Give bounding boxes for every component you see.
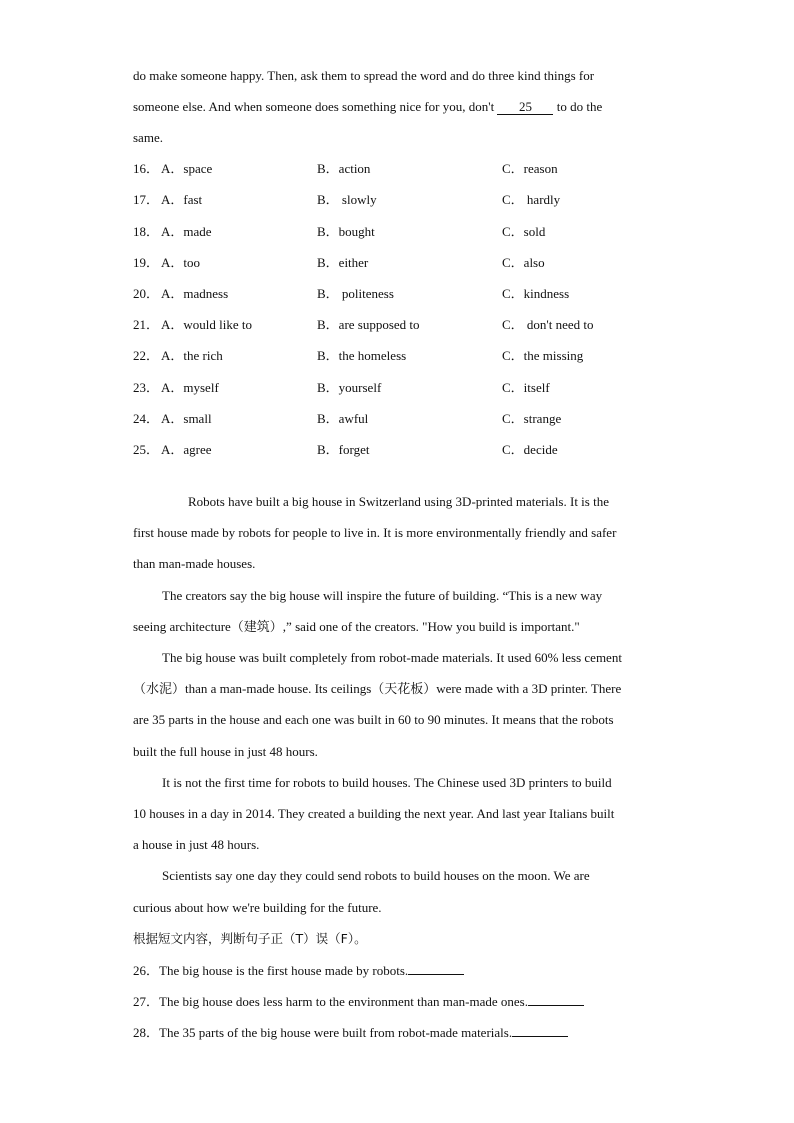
passage-line: first house made by robots for people to live in. It is more environmentally friendly and safer [133, 525, 617, 540]
passage-line-with-blank [133, 99, 602, 115]
option-c: C． hardly [502, 192, 561, 207]
question-number: 28． [133, 1025, 160, 1040]
option-a: A．would like to [161, 317, 252, 332]
option-row [133, 255, 733, 271]
option-row [133, 224, 733, 240]
question-number: 22． [133, 348, 160, 363]
question-number: 25． [133, 442, 160, 457]
option-row [133, 348, 733, 364]
passage-line: same. [133, 130, 163, 145]
passage-line: seeing architecture（建筑）,” said one of the creators. "How you build is important." [133, 619, 580, 634]
option-a: A．fast [161, 192, 203, 207]
passage-line: It is not the first time for robots to build houses. The Chinese used 3D printers to build [162, 775, 612, 790]
tf-question [133, 1024, 568, 1040]
passage-line: are 35 parts in the house and each one was built in 60 to 90 minutes. It means that the robots [133, 712, 614, 727]
option-c: C．sold [502, 224, 546, 239]
passage-line: a house in just 48 hours. [133, 837, 260, 852]
option-c: C．reason [502, 161, 558, 176]
option-row [133, 411, 733, 427]
option-c: C．kindness [502, 286, 570, 301]
option-a: A．the rich [161, 348, 223, 363]
question-number: 23． [133, 380, 160, 395]
question-number: 20． [133, 286, 160, 301]
question-number: 24． [133, 411, 160, 426]
option-row [133, 442, 733, 458]
option-b: B．are supposed to [317, 317, 420, 332]
tf-question [133, 993, 584, 1009]
option-c: C．itself [502, 380, 550, 395]
option-a: A．too [161, 255, 201, 270]
tf-question [133, 962, 464, 978]
option-b: B．awful [317, 411, 369, 426]
option-b: B． slowly [317, 192, 377, 207]
question-text: The 35 parts of the big house were built from robot-made materials. [159, 1025, 513, 1040]
question-number: 17． [133, 192, 160, 207]
question-number: 18． [133, 224, 160, 239]
option-row [133, 380, 733, 396]
passage-line: than man-made houses. [133, 556, 256, 571]
passage-line: built the full house in just 48 hours. [133, 744, 318, 759]
passage-line: （水泥）than a man-made house. Its ceilings（天花板）were made with a 3D printer. There [133, 681, 622, 696]
option-b: B．the homeless [317, 348, 407, 363]
option-row [133, 161, 733, 177]
answer-blank[interactable] [408, 962, 464, 975]
option-b: B．forget [317, 442, 370, 457]
passage-line: The big house was built completely from robot-made materials. It used 60% less cement [162, 650, 622, 665]
option-a: A．agree [161, 442, 212, 457]
question-number: 21． [133, 317, 160, 332]
option-a: A．myself [161, 380, 219, 395]
blank-25: 25 [497, 100, 553, 115]
answer-blank[interactable] [528, 993, 584, 1006]
passage-line: curious about how we're building for the future. [133, 900, 382, 915]
passage-text: to do the [553, 99, 603, 114]
question-text: The big house does less harm to the environment than man-made ones. [159, 994, 528, 1009]
passage-line: 10 houses in a day in 2014. They created a building the next year. And last year Italians built [133, 806, 615, 821]
question-number: 19． [133, 255, 160, 270]
option-b: B．yourself [317, 380, 382, 395]
option-b: B．either [317, 255, 369, 270]
passage-text: someone else. And when someone does something nice for you, don't [133, 99, 498, 114]
option-a: A．small [161, 411, 212, 426]
option-row [133, 286, 733, 302]
question-number: 27． [133, 994, 160, 1009]
passage-line: Robots have built a big house in Switzerland using 3D-printed materials. It is the [188, 494, 609, 509]
option-row [133, 317, 733, 333]
option-c: C．also [502, 255, 545, 270]
option-b: B．bought [317, 224, 375, 239]
question-text: The big house is the first house made by robots. [159, 963, 409, 978]
question-number: 16． [133, 161, 160, 176]
option-a: A．space [161, 161, 213, 176]
answer-blank[interactable] [512, 1024, 568, 1037]
passage-line: Scientists say one day they could send robots to build houses on the moon. We are [162, 868, 590, 883]
option-c: C．decide [502, 442, 558, 457]
option-b: B．action [317, 161, 371, 176]
option-c: C．strange [502, 411, 562, 426]
instruction: 根据短文内容，判断句子正（T）误（F）。 [133, 931, 367, 946]
option-row [133, 192, 733, 208]
question-number: 26． [133, 963, 160, 978]
passage-line: do make someone happy. Then, ask them to spread the word and do three kind things for [133, 68, 595, 83]
option-c: C．the missing [502, 348, 584, 363]
passage-line: The creators say the big house will inspire the future of building. “This is a new way [162, 588, 603, 603]
option-a: A．madness [161, 286, 229, 301]
option-b: B． politeness [317, 286, 394, 301]
option-c: C． don't need to [502, 317, 594, 332]
option-a: A．made [161, 224, 212, 239]
